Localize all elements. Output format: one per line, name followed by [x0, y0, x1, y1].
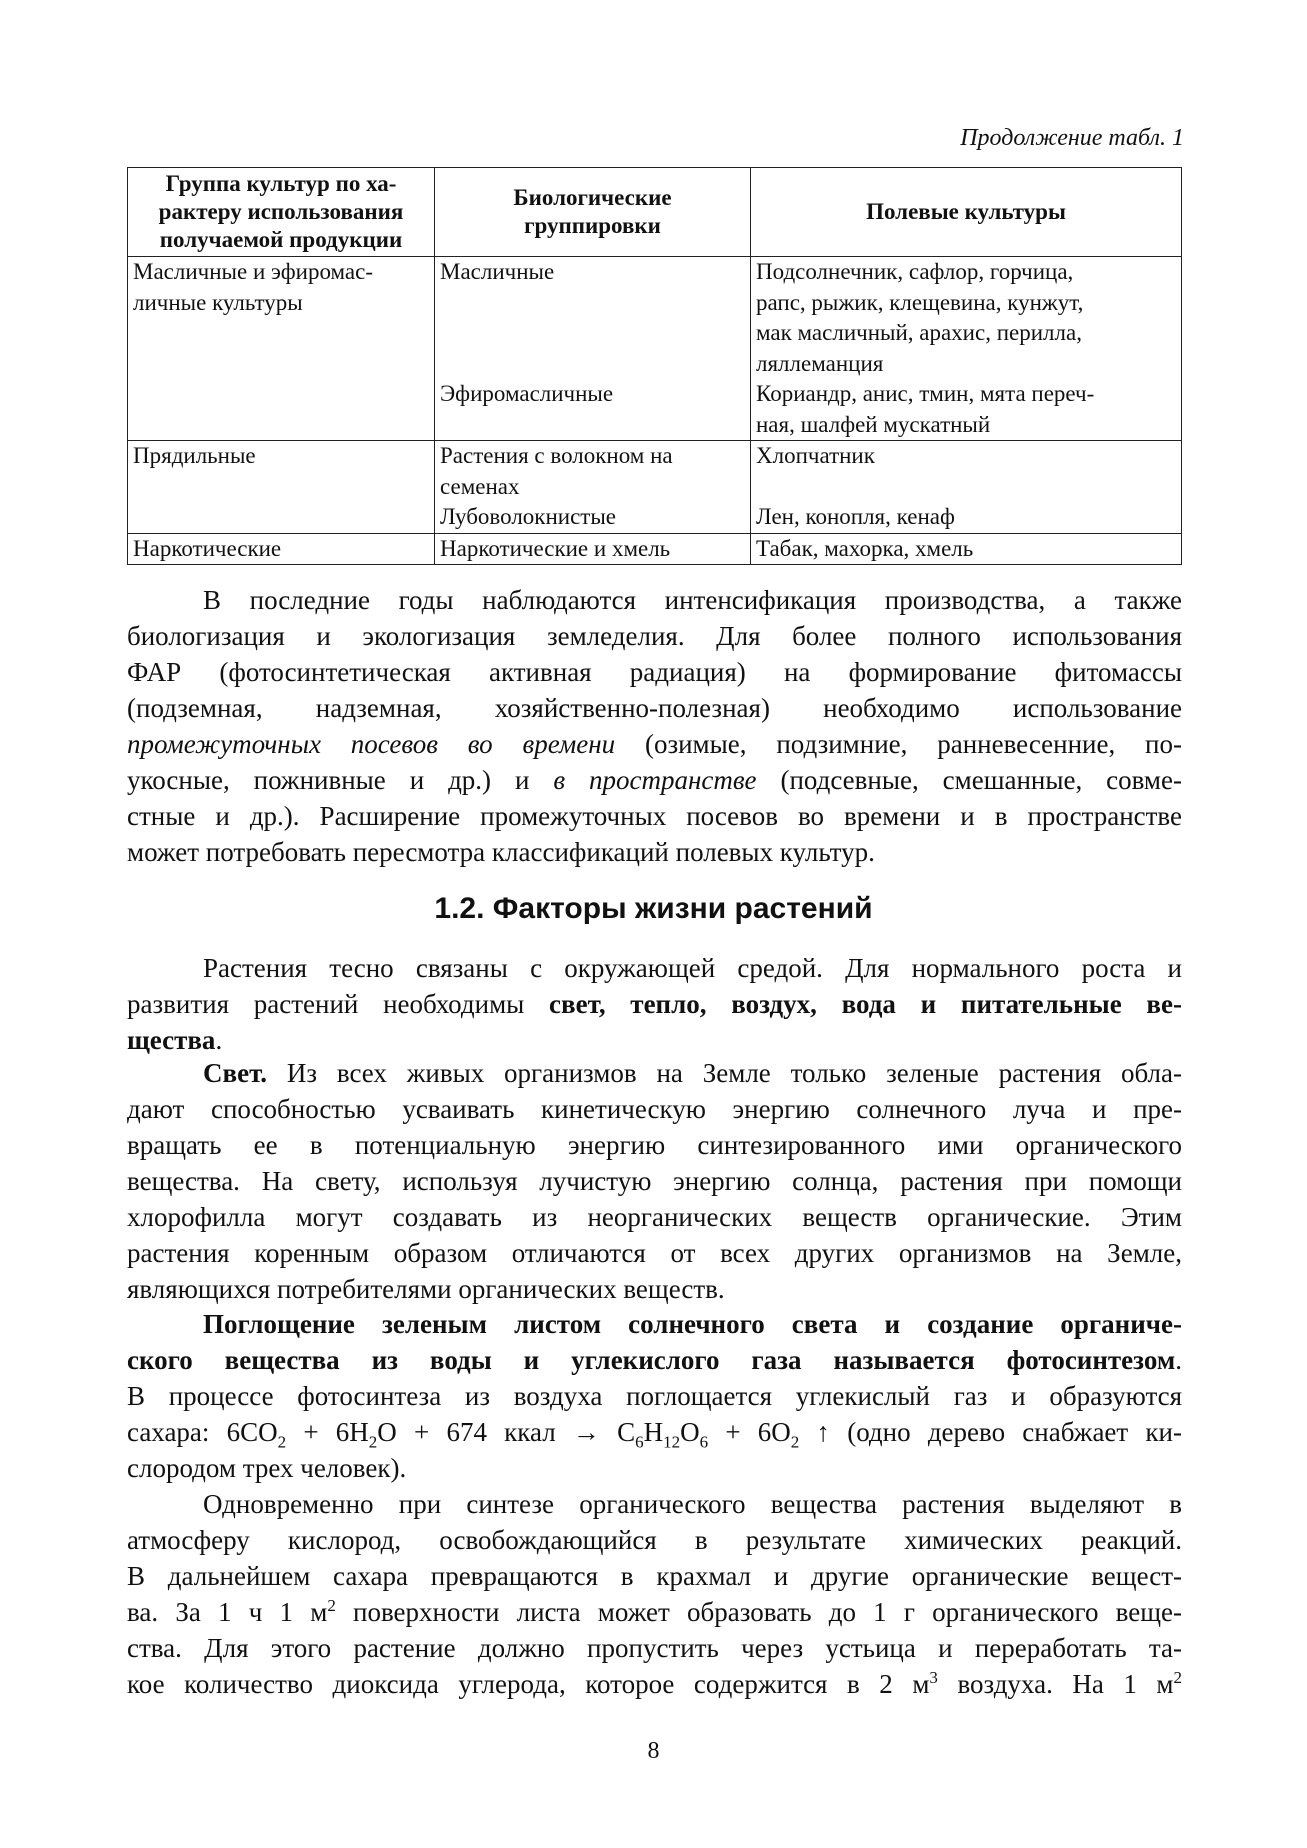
table-cell-crops: Подсолнечник, сафлор, горчица, рапс, рыжик, клещевина, кунжут, мак масличный, арахис, перилла, ляллеманция Кориандр, анис, тмин, мята переч- ная, шалфей мускатный [751, 257, 1182, 441]
table-cell-group: Наркотические [128, 533, 435, 565]
table-cell-bio: Масличные Эфиромасличные [435, 257, 751, 441]
table-header-group: Группа культур по ха- рактеру использования получаемой продукции [128, 168, 435, 257]
table-cell-crops: Хлопчатник Лен, конопля, кенаф [751, 441, 1182, 534]
section-heading: 1.2. Факторы жизни растений [434, 892, 873, 925]
paragraph-light: Свет. Из всех живых организмов на Земле только зеленые растения обла- дают способностью усваивать кинетическую энергию солнечного луча и пре- вращать ее в потенциальную энергию синтезированного ими органического вещества. На свету, используя лучистую энергию солнца, растения при помощи хлорофилла могут создавать из неорганических веществ органические. Этим растения коренным образом отличаются от всех других организмов на Земле, являющихся потребителями органических веществ. [127, 1058, 1182, 1304]
table-header-crops: Полевые культуры [751, 168, 1182, 257]
table-cell-bio: Наркотические и хмель [435, 533, 751, 565]
paragraph-photosynthesis: Поглощение зеленым листом солнечного света и создание органиче- ского вещества из воды и углекислого газа называется фотосинтезом. В процессе фотосинтеза из воздуха поглощается углекислый газ и образуются сахара: $6CO_2 + 6H_2O + 674$ ккал → $C_6H_{12}O_6 + 6O_2$ ↑ (одно дерево снабжает ки- слородом трех человек). [127, 1309, 1182, 1483]
table-header-bio: Биологические группировки [435, 168, 751, 257]
paragraph-oxygen: Одновременно при синтезе органического вещества растения выделяют в атмосферу кислород, освобождающийся в результате химических реакций. В дальнейшем сахара превращаются в крахмал и другие органические вещест- ва. За 1 ч 1 $м^2$ поверхности листа может образовать до 1 г органического веще- ства. Для этого растение должно пропустить через устьица и переработать та- кое количество диоксида углерода, которое содержится в 2 $м^3$ воздуха. На 1 $м^2$ [127, 1489, 1182, 1699]
page-number: 8 [647, 1738, 660, 1764]
paragraph-intensification: В последние годы наблюдаются интенсификация производства, а также биологизация и экологизация земледелия. Для более полного использования ФАР (фотосинтетическая активная радиация) на формирование фитомассы (подземная, надземная, хозяйственно-полезная) необходимо использование промежуточных посевов во времени (озимые, подзимние, ранневесенние, по- укосные, пожнивные и др.) и в пространстве (подсевные, смешанные, совме- стные и др.). Расширение промежуточных посевов во времени и в пространстве может потребовать пересмотра классификаций полевых культур. [127, 585, 1182, 867]
table-row [128, 533, 1182, 565]
table-cell-bio: Растения с волокном на семенах Лубоволокнистые [435, 441, 751, 534]
paragraph-environment: Растения тесно связаны с окружающей средой. Для нормального роста и развития растений необходимы свет, тепло, воздух, вода и питательные ве- щества. [127, 953, 1182, 1055]
crop-classification-table [127, 167, 1182, 565]
photosynthesis-equation: сахара: $6CO_2 + 6H_2O + 674$ ккал → $C_6H_{12}O_6 + 6O_2$ ↑ (одно дерево снабжает ки- [127, 1417, 1182, 1452]
table-cell-crops: Табак, махорка, хмель [751, 533, 1182, 565]
table-row [128, 441, 1182, 534]
table-cell-group: Масличные и эфиромас- личные культуры [128, 257, 435, 441]
table-row [128, 257, 1182, 441]
table-continuation-label: Продолжение табл. 1 [960, 125, 1184, 151]
table-cell-group: Прядильные [128, 441, 435, 534]
